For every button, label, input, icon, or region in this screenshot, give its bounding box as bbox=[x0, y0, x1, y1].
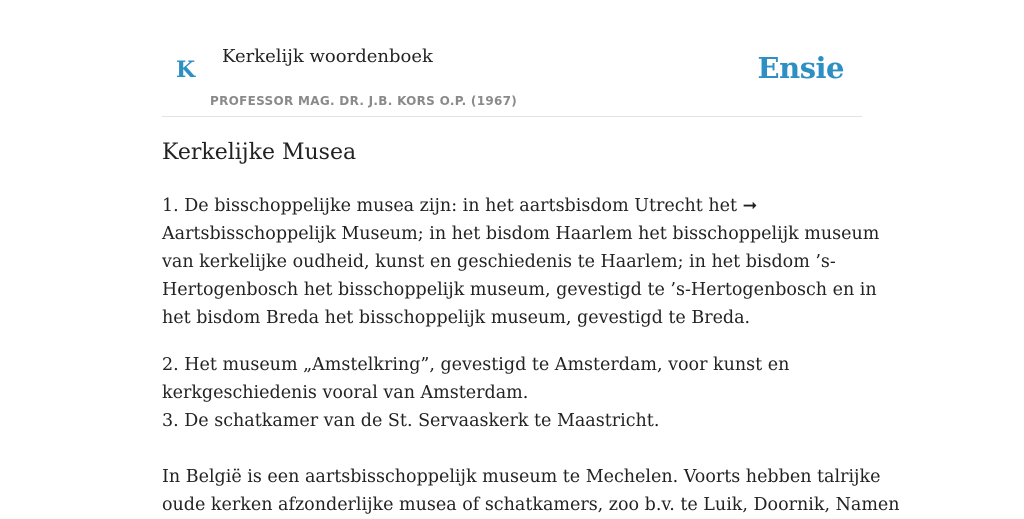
letter-index-link[interactable]: K bbox=[176, 57, 196, 83]
paragraph-gap bbox=[162, 332, 874, 351]
ensie-logo[interactable]: Ensie bbox=[757, 51, 844, 85]
book-author: PROFESSOR MAG. DR. J.B. KORS O.P. (1967) bbox=[210, 94, 518, 108]
entry-line: oude kerken afzonderlijke musea of schatkamers, zoo b.v. te Luik, Doornik, Namen bbox=[162, 495, 900, 515]
book-title-link[interactable]: Kerkelijk woordenboek bbox=[222, 46, 433, 67]
entry-line: het bisdom Breda het bisschoppelijk museum, gevestigd te Breda. bbox=[162, 308, 751, 328]
entry-line bbox=[162, 220, 880, 248]
header bbox=[162, 0, 862, 117]
paragraph-gap bbox=[162, 435, 874, 463]
entry-line: 2. Het museum „Amstelkring”, gevestigd te Amsterdam, voor kunst en bbox=[162, 355, 790, 375]
entry-line: kerkgeschiedenis vooral van Amsterdam. bbox=[162, 383, 529, 403]
entry-line: 1. De bisschoppelijke musea zijn: in het aartsbisdom Utrecht het ➞ bbox=[162, 196, 758, 216]
cross-reference-link[interactable]: Aartsbisschoppelijk Museum; in het bisdom Haarlem het bisschoppelijk museum bbox=[162, 224, 880, 244]
entry-title: Kerkelijke Musea bbox=[162, 140, 357, 165]
entry-line: Hertogenbosch het bisschoppelijk museum, gevestigd te ’s-Hertogenbosch en in bbox=[162, 280, 877, 300]
entry-line: van kerkelijke oudheid, kunst en geschiedenis te Haarlem; in het bisdom ’s- bbox=[162, 252, 836, 272]
cross-reference-arrow-icon[interactable]: ➞ bbox=[742, 196, 758, 216]
entry-line: In België is een aartsbisschoppelijk museum te Mechelen. Voorts hebben talrijke bbox=[162, 467, 881, 487]
page bbox=[162, 0, 900, 515]
entry-line: 3. De schatkamer van de St. Servaaskerk te Maastricht. bbox=[162, 411, 660, 431]
entry-body bbox=[162, 192, 900, 519]
